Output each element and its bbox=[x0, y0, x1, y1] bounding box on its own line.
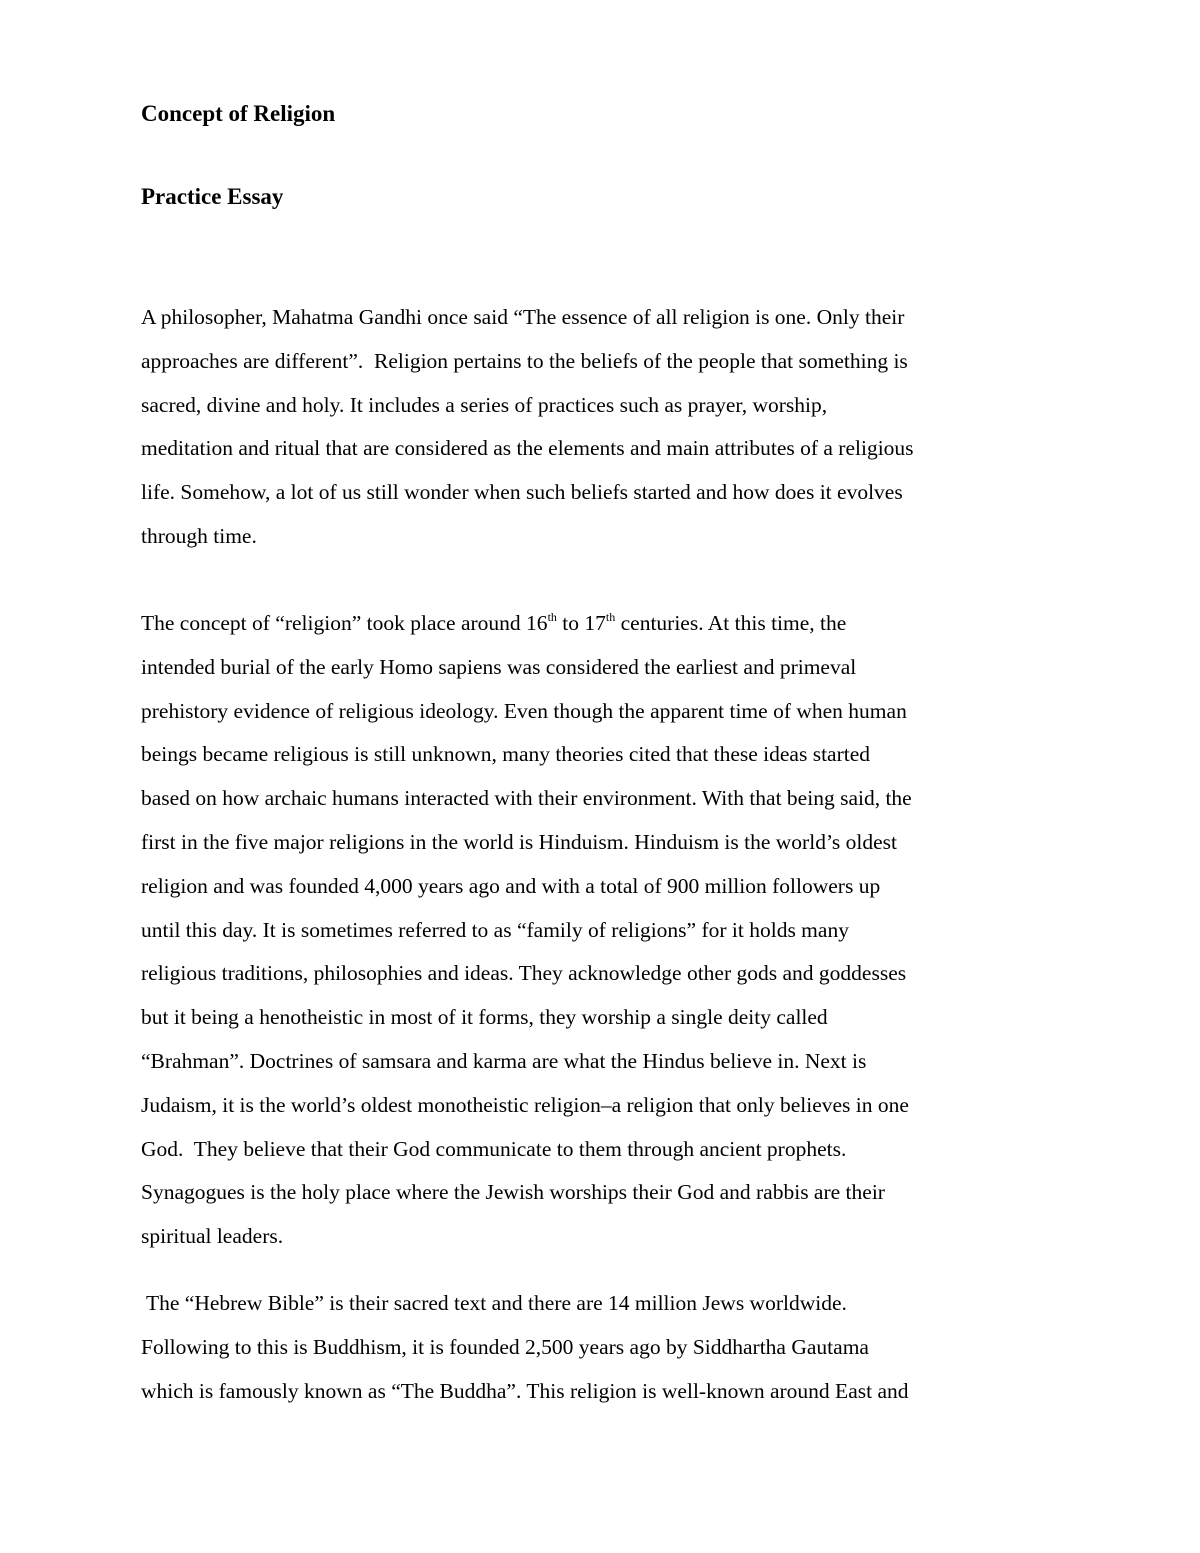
text-line: until this day. It is sometimes referred to as “family of religions” for it holds many bbox=[141, 917, 849, 942]
text-line-with-superscripts bbox=[141, 602, 1081, 646]
text-line: meditation and ritual that are considered as the elements and main attributes of a religious bbox=[141, 436, 914, 461]
text-fragment: to 17 bbox=[556, 611, 606, 635]
text-line: intended burial of the early Homo sapiens was considered the earliest and primeval bbox=[141, 654, 857, 679]
ordinal-superscript: th bbox=[605, 610, 616, 624]
text-line: Synagogues is the holy place where the Jewish worships their God and rabbis are their bbox=[141, 1180, 885, 1205]
paragraph-3 bbox=[141, 1282, 1081, 1413]
text-fragment: The concept of “religion” took place around 16 bbox=[141, 611, 548, 635]
text-line: A philosopher, Mahatma Gandhi once said “The essence of all religion is one. Only their bbox=[141, 305, 905, 329]
text-line: first in the five major religions in the world is Hinduism. Hinduism is the world’s oldest bbox=[141, 829, 898, 854]
text-line: “Brahman”. Doctrines of samsara and karma are what the Hindus believe in. Next is bbox=[141, 1048, 867, 1073]
ordinal-superscript: th bbox=[547, 610, 557, 624]
text-line: sacred, divine and holy. It includes a series of practices such as prayer, worship, bbox=[141, 392, 828, 417]
text-line: based on how archaic humans interacted with their environment. With that being said, the bbox=[141, 786, 912, 811]
text-line: Judaism, it is the world’s oldest monotheistic religion–a religion that only believes in one bbox=[141, 1092, 909, 1117]
text-line: prehistory evidence of religious ideology. Even though the apparent time of when human bbox=[141, 698, 907, 723]
text-line: religious traditions, philosophies and ideas. They acknowledge other gods and goddesses bbox=[141, 961, 907, 986]
text-line: life. Somehow, a lot of us still wonder when such beliefs started and how does it evolves bbox=[141, 480, 903, 505]
text-line: religion and was founded 4,000 years ago and with a total of 900 million followers up bbox=[141, 873, 881, 898]
text-line: beings became religious is still unknown, many theories cited that these ideas started bbox=[141, 742, 871, 767]
text-line: approaches are different”. Religion pertains to the beliefs of the people that something is bbox=[141, 348, 908, 373]
document-subtitle: Practice Essay bbox=[141, 184, 284, 209]
paragraph-1 bbox=[141, 296, 1081, 559]
text-line: The “Hebrew Bible” is their sacred text and there are 14 million Jews worldwide. bbox=[141, 1291, 847, 1315]
paragraph-2 bbox=[141, 602, 1081, 1259]
text-line: through time. bbox=[141, 523, 257, 548]
text-line: God. They believe that their God communicate to them through ancient prophets. bbox=[141, 1136, 847, 1161]
text-line: spiritual leaders. bbox=[141, 1224, 284, 1249]
text-fragment: centuries. At this time, the bbox=[615, 611, 847, 635]
text-line: which is famously known as “The Buddha”. This religion is well-known around East and bbox=[141, 1378, 909, 1403]
text-line: but it being a henotheistic in most of it forms, they worship a single deity called bbox=[141, 1005, 828, 1030]
text-line: Following to this is Buddhism, it is founded 2,500 years ago by Siddhartha Gautama bbox=[141, 1334, 869, 1359]
document-title: Concept of Religion bbox=[141, 101, 336, 126]
